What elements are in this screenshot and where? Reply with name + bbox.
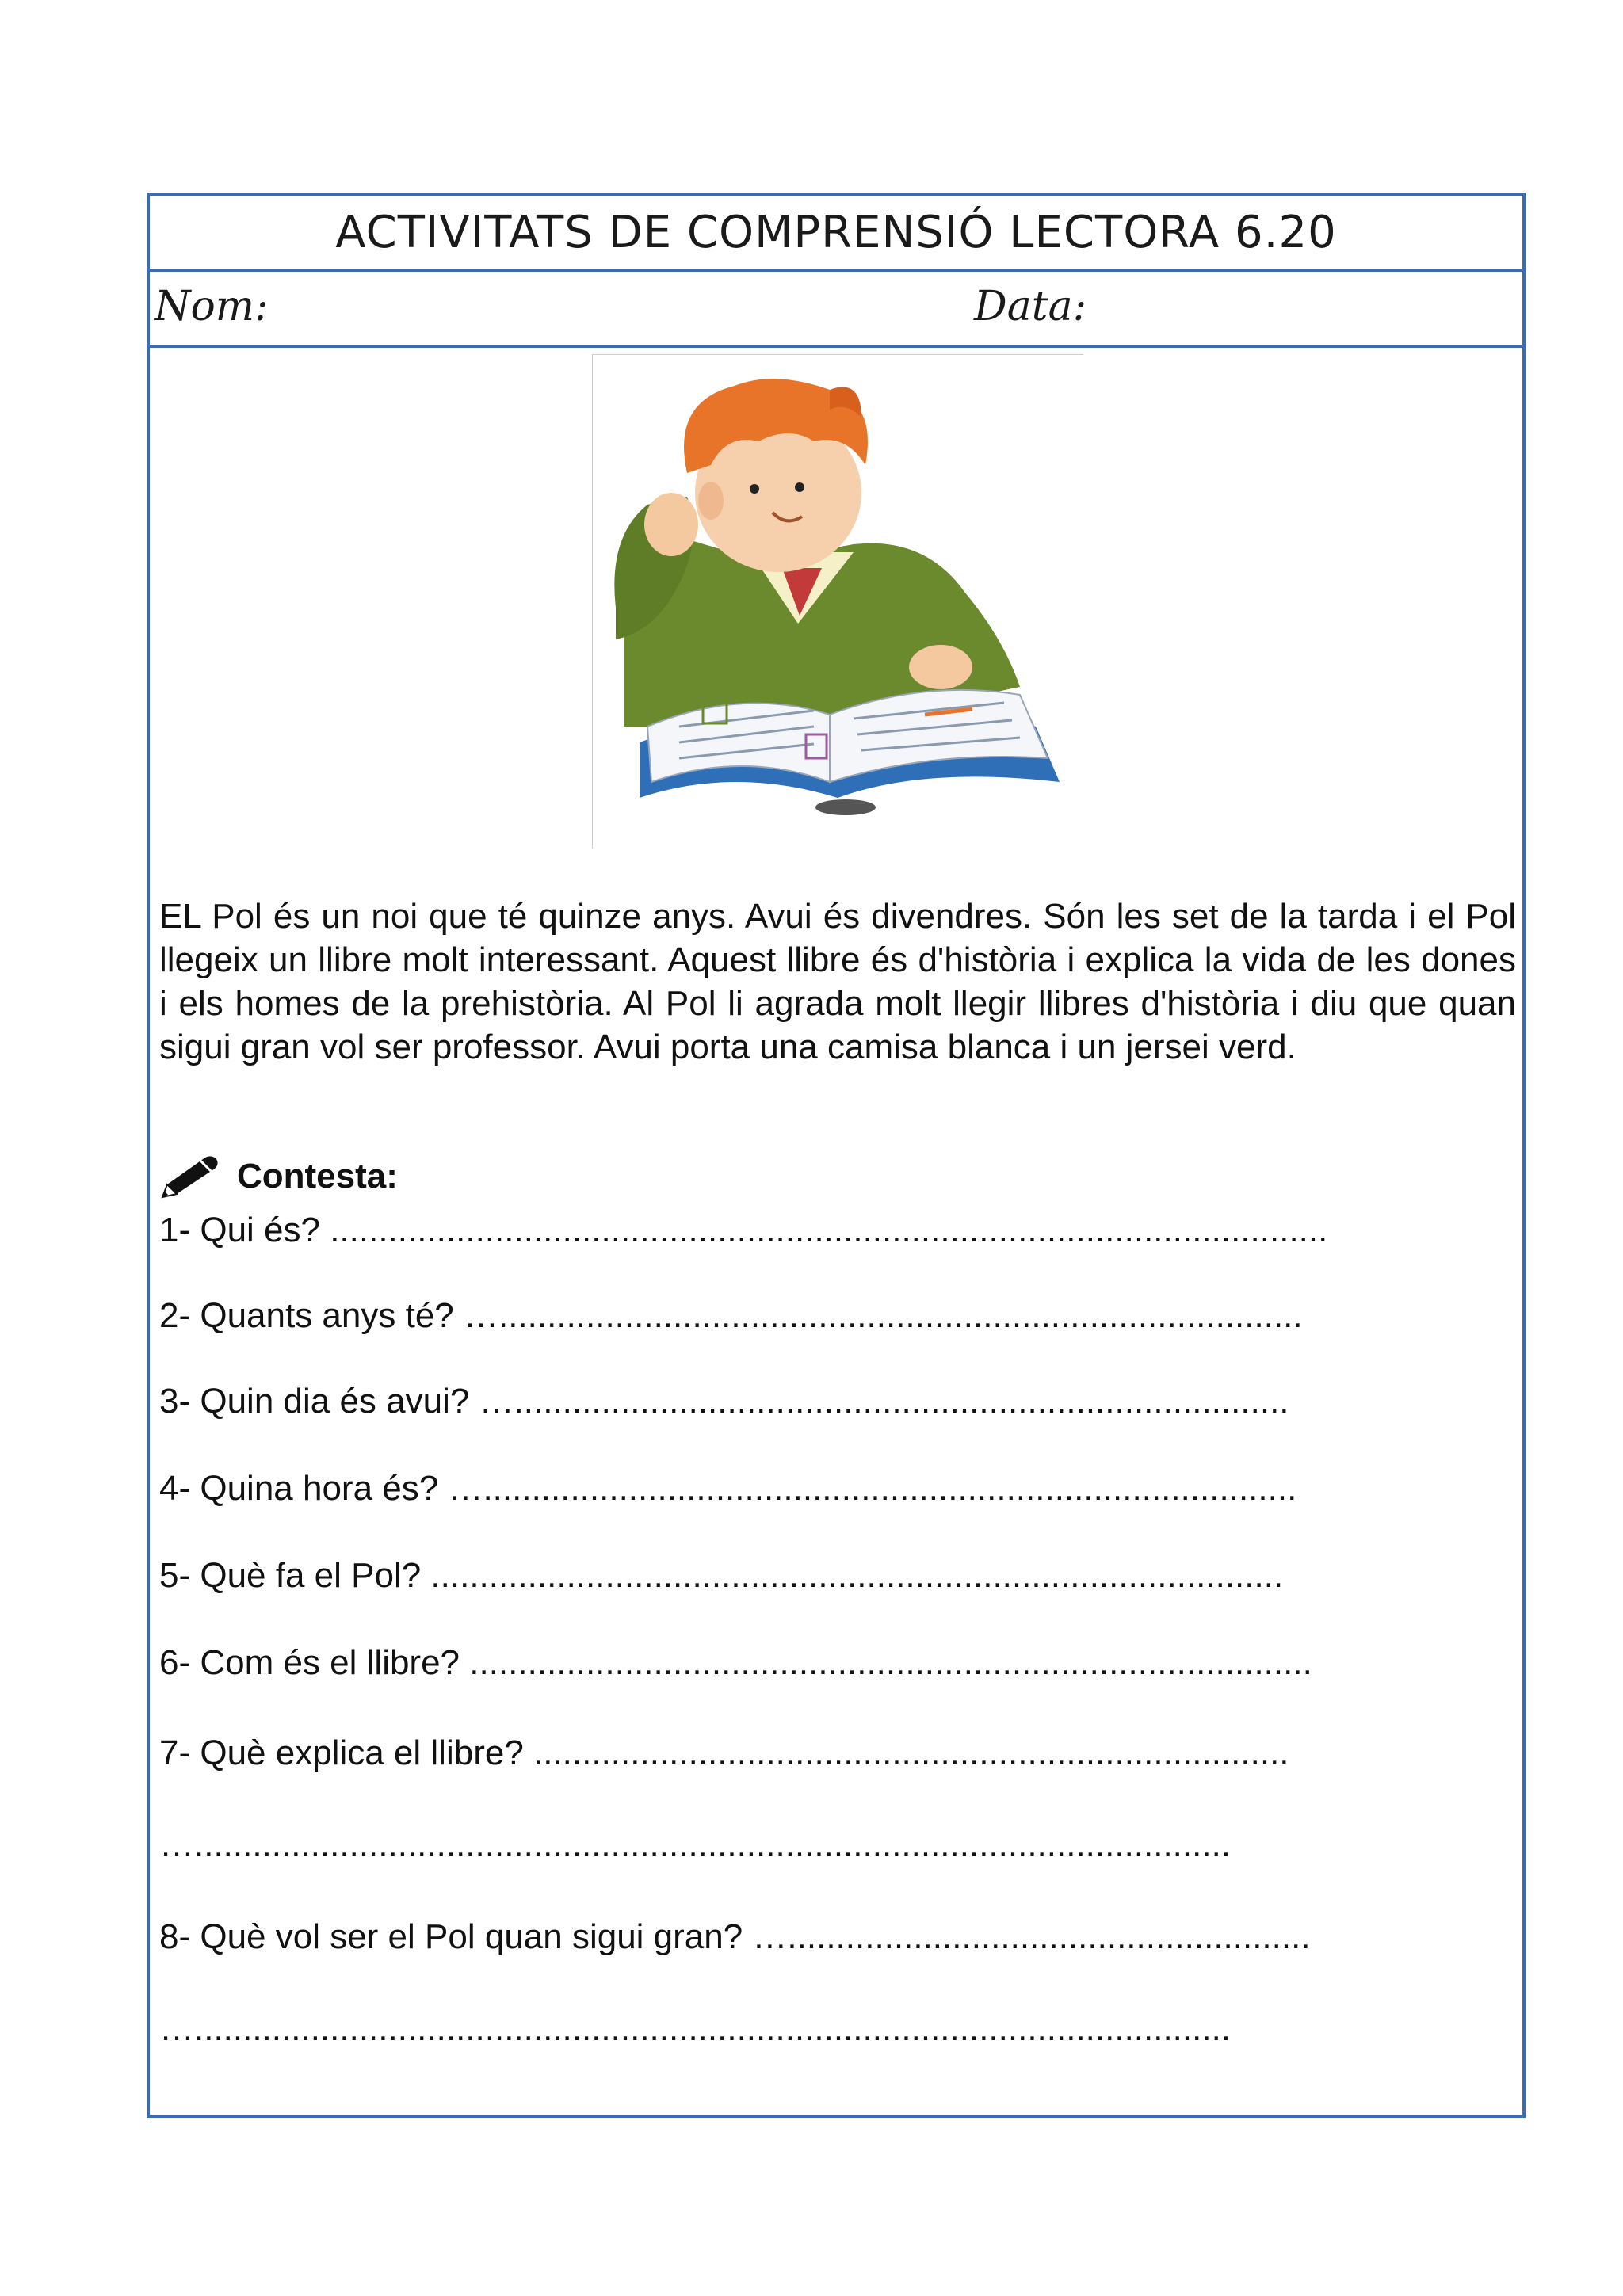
title-row [150, 196, 1522, 272]
contesta-heading [159, 1153, 398, 1200]
question-7: 7- Què explica el llibre? .............................................................................. [159, 1733, 1289, 1772]
question-2: 2- Quants anys té? …................................................................................... [159, 1296, 1303, 1335]
question-5: 5- Què fa el Pol? ........................................................................................ [159, 1556, 1284, 1595]
pencil-icon [159, 1153, 221, 1200]
question-7-answer-line: …........................................................................................................... [159, 1825, 1232, 1864]
question-8: 8- Què vol ser el Pol quan sigui gran? …...................................................... [159, 1917, 1311, 1956]
date-label: Data: [974, 283, 1087, 330]
question-8-answer-line: …........................................................................................................... [159, 2009, 1232, 2048]
worksheet-title: ACTIVITATS DE COMPRENSIÓ LECTORA 6.20 [335, 206, 1337, 258]
reading-passage: EL Pol és un noi que té quinze anys. Avui és divendres. Són les set de la tarda i el Pol llegeix un llibre molt interessant. Aquest llibre és d'història i explica la vida de les dones i els homes de la prehistòria. Al Pol li agrada molt llegir llibres d'història i diu que quan sigui gran vol ser professor. Avui porta una camisa blanca i un jersei verd. [159, 897, 1516, 1066]
question-6: 6- Com és el llibre? ....................................................................................... [159, 1643, 1312, 1682]
question-4: 4- Quina hora és? ….................................................................................... [159, 1469, 1297, 1508]
name-label: Nom: [155, 283, 269, 330]
worksheet-frame [147, 193, 1526, 2118]
contesta-label: Contesta: [237, 1157, 398, 1196]
boy-reading-illustration [592, 354, 1083, 849]
name-date-row [150, 272, 1522, 348]
question-3: 3- Quin dia és avui? …................................................................................ [159, 1382, 1289, 1421]
question-1: 1- Qui és? ....................................................................................................... [159, 1211, 1328, 1249]
